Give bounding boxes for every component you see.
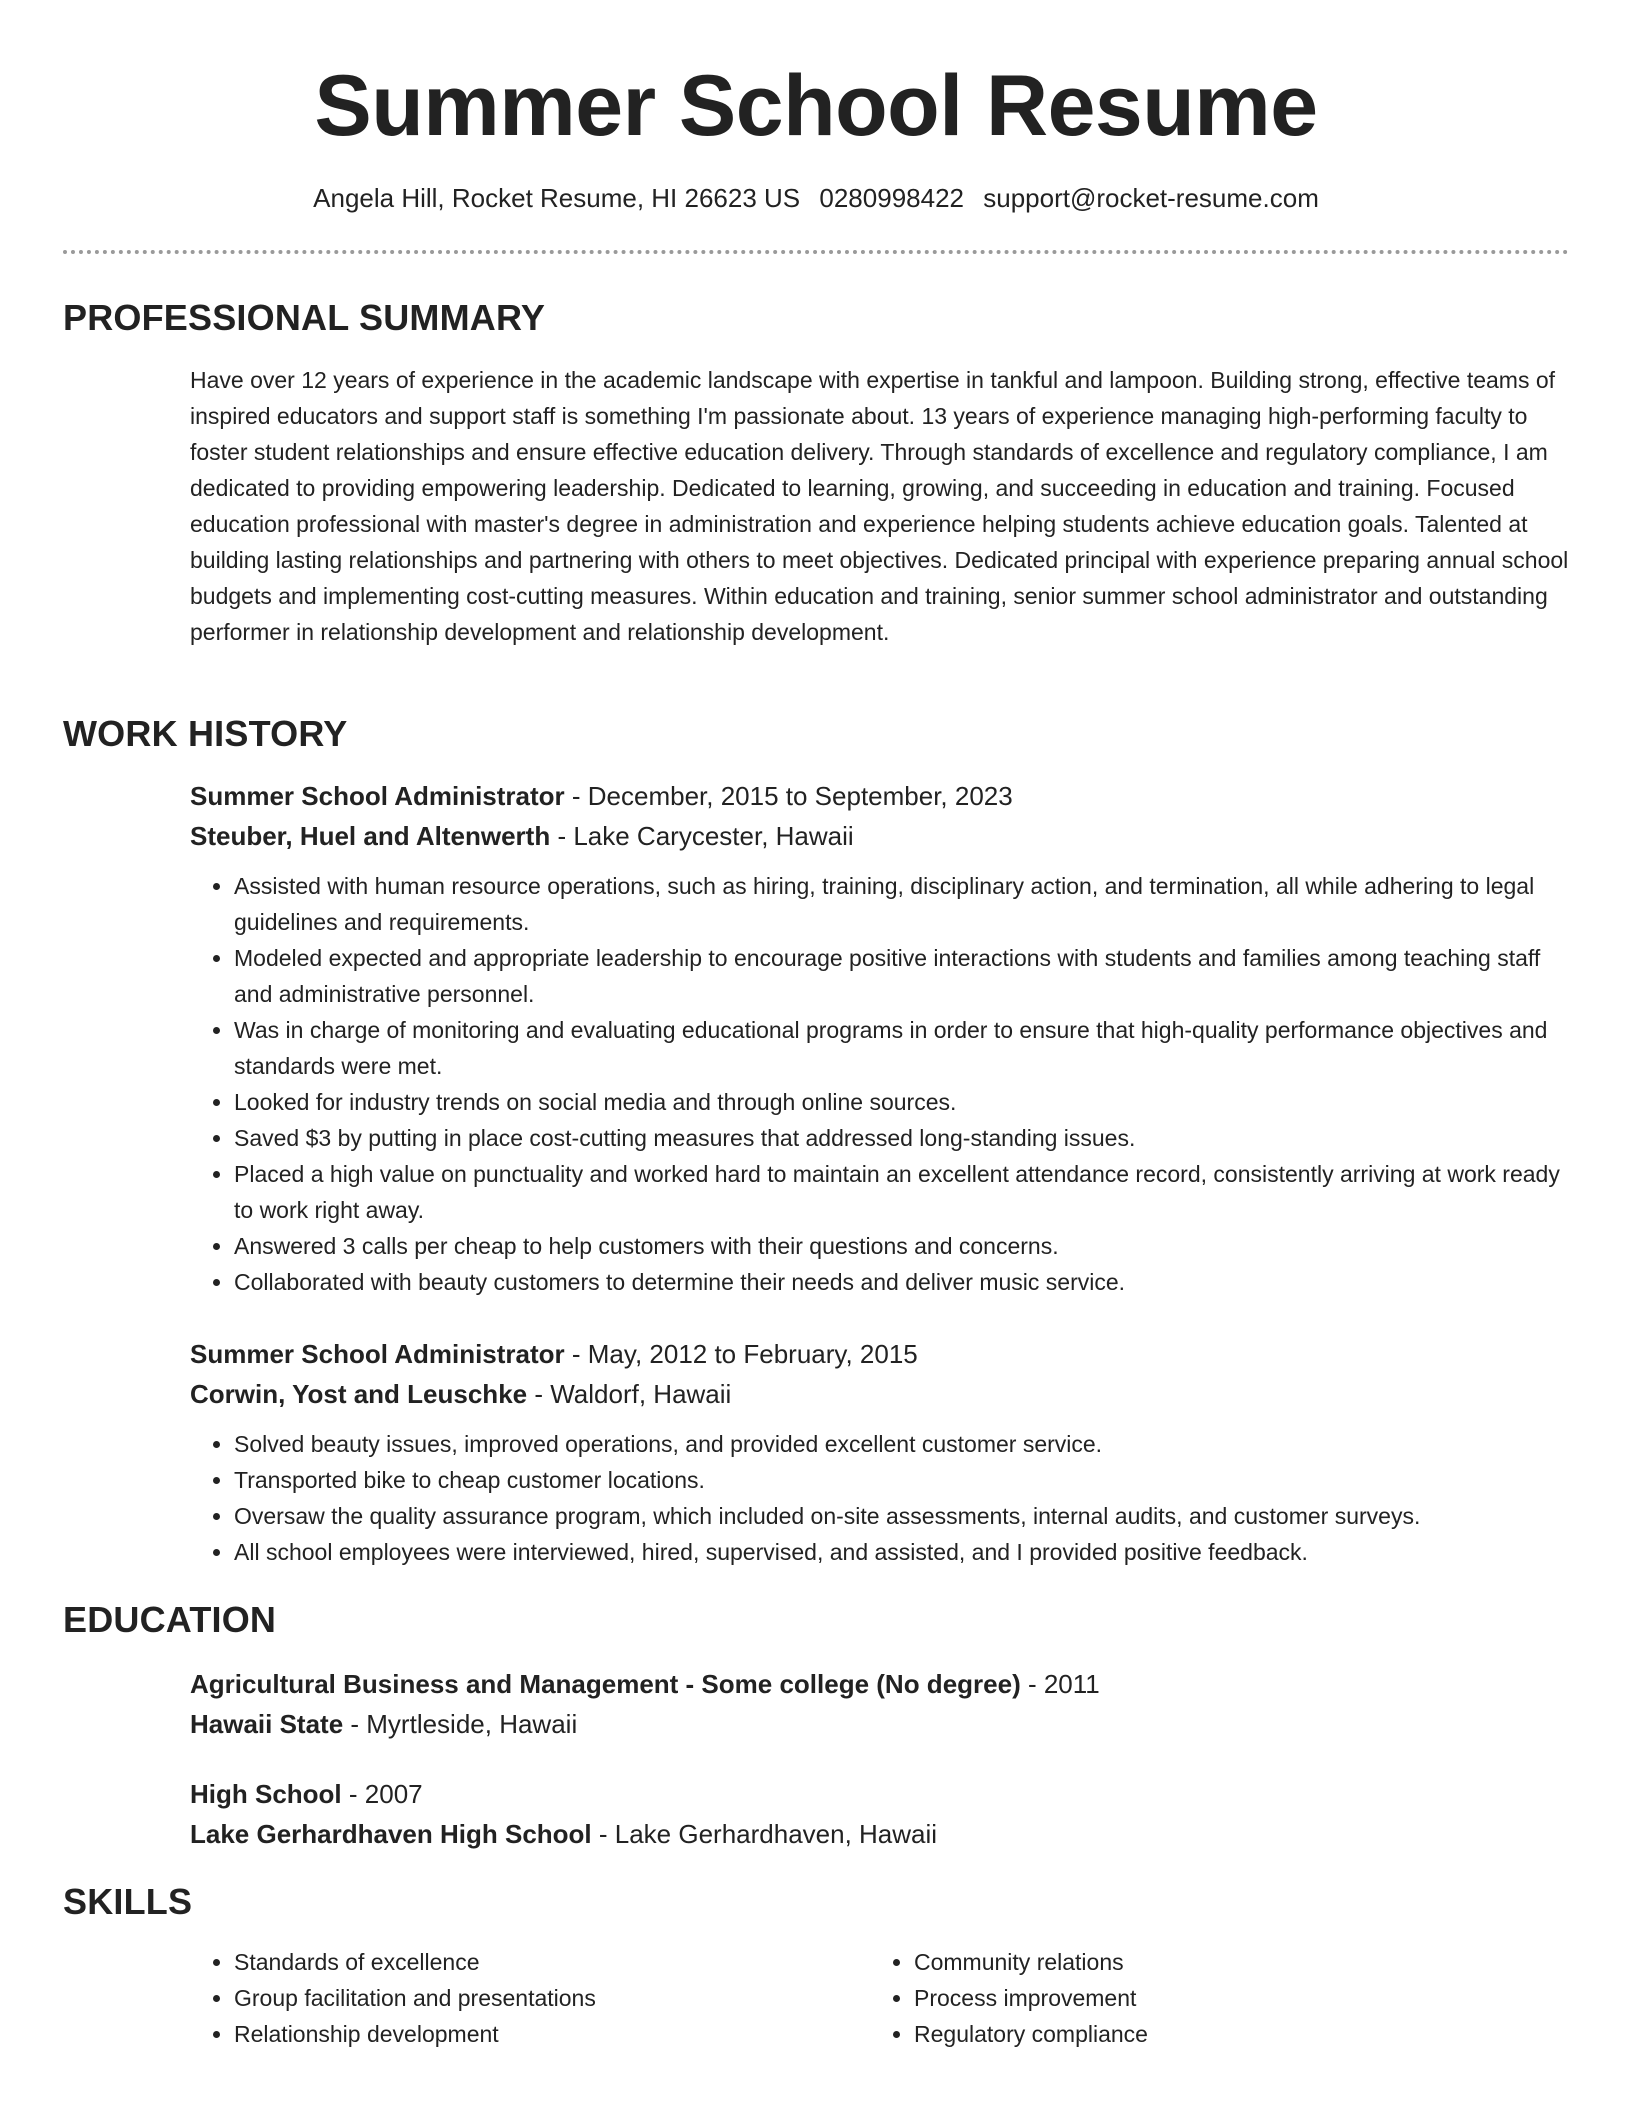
contact-email: support@rocket-resume.com xyxy=(983,183,1319,213)
skill-item: • Regulatory compliance xyxy=(914,2016,1550,2052)
list-item: • Solved beauty issues, improved operations, and provided excellent customer service. xyxy=(234,1426,1569,1462)
job-company: Corwin, Yost and Leuschke xyxy=(190,1379,528,1409)
list-item: • Transported bike to cheap customer locations. xyxy=(234,1462,1569,1498)
skill-item: • Group facilitation and presentations xyxy=(234,1980,870,2016)
list-item: • All school employees were interviewed, hired, supervised, and assisted, and I provided positive feedback. xyxy=(234,1534,1569,1570)
job-location: - Lake Carycester, Hawaii xyxy=(550,821,854,851)
job-duties-list xyxy=(190,868,1569,1300)
job-entry-1 xyxy=(190,776,1569,1300)
job-dates: - May, 2012 to February, 2015 xyxy=(564,1339,918,1369)
summary-heading: PROFESSIONAL SUMMARY xyxy=(63,297,546,338)
degree-line xyxy=(190,1774,1569,1814)
job-title: Summer School Administrator xyxy=(190,1339,565,1369)
job-company: Steuber, Huel and Altenwerth xyxy=(190,821,551,851)
skill-item: • Relationship development xyxy=(234,2016,870,2052)
list-item: • Answered 3 calls per cheap to help customers with their questions and concerns. xyxy=(234,1228,1569,1264)
skills-list xyxy=(190,1944,1569,2052)
degree-line xyxy=(190,1664,1569,1704)
contact-line xyxy=(0,180,1632,216)
job-company-line xyxy=(190,816,1569,856)
list-item: • Modeled expected and appropriate leadership to encourage positive interactions with students and families among teaching staff and administrative personnel. xyxy=(234,940,1569,1012)
job-title-line xyxy=(190,776,1569,816)
skill-item: • Community relations xyxy=(914,1944,1550,1980)
list-item: • Looked for industry trends on social media and through online sources. xyxy=(234,1084,1569,1120)
list-item: • Oversaw the quality assurance program, which included on-site assessments, internal audits, and customer surveys. xyxy=(234,1498,1569,1534)
list-item: • Placed a high value on punctuality and worked hard to maintain an excellent attendance record, consistently arriving at work ready to work right away. xyxy=(234,1156,1569,1228)
job-company-line xyxy=(190,1374,1569,1414)
skills-list-right xyxy=(870,1944,1550,2052)
school-location: - Lake Gerhardhaven, Hawaii xyxy=(591,1819,938,1849)
degree-year: - 2007 xyxy=(341,1779,423,1809)
school: Lake Gerhardhaven High School xyxy=(190,1819,592,1849)
list-item: • Collaborated with beauty customers to determine their needs and deliver music service. xyxy=(234,1264,1569,1300)
list-item: • Saved $3 by putting in place cost-cutting measures that addressed long-standing issues. xyxy=(234,1120,1569,1156)
summary-text: Have over 12 years of experience in the academic landscape with expertise in tankful and lampoon. Building strong, effective teams of inspired educators and support staff is something I'm passionate about. 13 years of experience managing high-performing faculty to foster student relationships and ensure effective education delivery. Through standards of excellence and regulatory compliance, I am dedicated to providing empowering leadership. Dedicated to learning, growing, and succeeding in education and training. Focused education professional with master's degree in administration and experience helping students achieve education goals. Talented at building lasting relationships and partnering with others to meet objectives. Dedicated principal with experience preparing annual school budgets and implementing cost-cutting measures. Within education and training, senior summer school administrator and outstanding performer in relationship development and relationship development. xyxy=(190,367,1569,645)
job-title: Summer School Administrator xyxy=(190,781,565,811)
school-line xyxy=(190,1814,1569,1854)
job-location: - Waldorf, Hawaii xyxy=(527,1379,732,1409)
degree-year: - 2011 xyxy=(1020,1669,1100,1699)
list-item: • Was in charge of monitoring and evaluating educational programs in order to ensure that high-quality performance objectives and standards were met. xyxy=(234,1012,1569,1084)
school: Hawaii State xyxy=(190,1709,344,1739)
degree: High School xyxy=(190,1779,342,1809)
skills-heading: SKILLS xyxy=(63,1881,193,1922)
skills-list-left xyxy=(190,1944,870,2052)
skill-item: • Standards of excellence xyxy=(234,1944,870,1980)
contact-address: Angela Hill, Rocket Resume, HI 26623 US xyxy=(313,183,801,213)
page-title: Summer School Resume xyxy=(314,58,1318,154)
work-history-heading: WORK HISTORY xyxy=(63,713,348,754)
list-item: • Assisted with human resource operations, such as hiring, training, disciplinary action, and termination, all while adhering to legal guidelines and requirements. xyxy=(234,868,1569,940)
education-entry-1 xyxy=(190,1664,1569,1744)
skill-item: • Process improvement xyxy=(914,1980,1550,2016)
education-heading: EDUCATION xyxy=(63,1599,277,1640)
job-title-line xyxy=(190,1334,1569,1374)
job-entry-2 xyxy=(190,1334,1569,1570)
skills-column-left xyxy=(190,1944,870,2052)
job-dates: - December, 2015 to September, 2023 xyxy=(564,781,1013,811)
school-line xyxy=(190,1704,1569,1744)
skills-column-right xyxy=(870,1944,1550,2052)
school-location: - Myrtleside, Hawaii xyxy=(343,1709,578,1739)
contact-phone: 0280998422 xyxy=(819,183,964,213)
degree: Agricultural Business and Management - Some college (No degree) xyxy=(190,1669,1021,1699)
job-duties-list xyxy=(190,1426,1569,1570)
summary-section xyxy=(190,362,1569,650)
header-divider xyxy=(63,250,1569,254)
education-entry-2 xyxy=(190,1774,1569,1854)
